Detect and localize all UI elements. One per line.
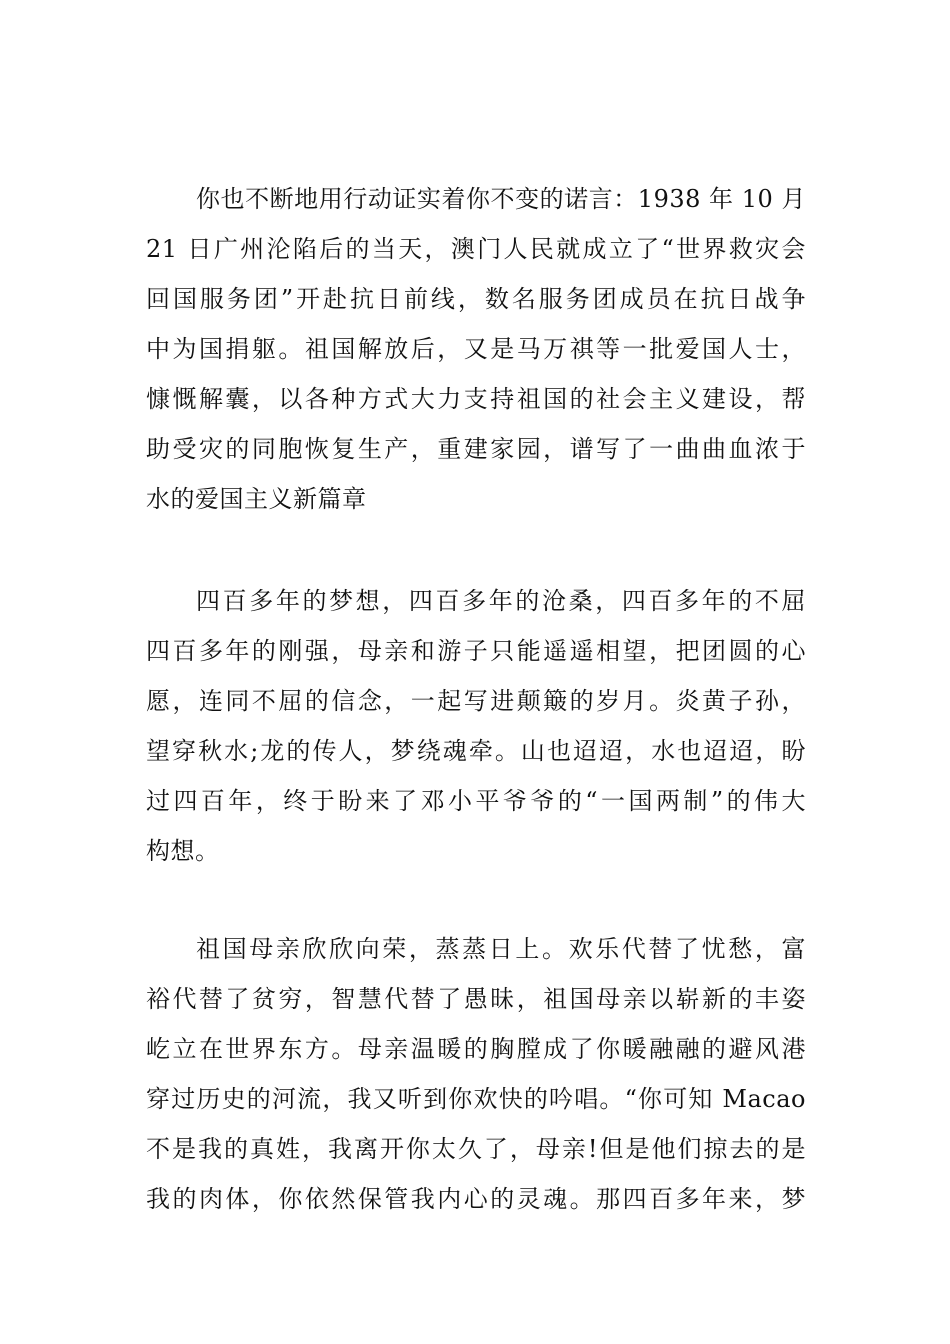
paragraph-line: 裕代替了贫穷，智慧代替了愚昧，祖国母亲以崭新的丰姿 [146, 985, 806, 1013]
paragraph-1 [146, 174, 806, 524]
paragraph-line: 水的爱国主义新篇章 [146, 485, 367, 513]
paragraph-line: 穿过历史的河流，我又听到你欢快的吟唱。“你可知 Macao [146, 1085, 806, 1113]
paragraph-line: 望穿秋水;龙的传人，梦绕魂牵。山也迢迢，水也迢迢，盼 [146, 737, 806, 765]
paragraph-line: 不是我的真姓，我离开你太久了，母亲!但是他们掠去的是 [146, 1135, 806, 1163]
paragraph-line: 你也不断地用行动证实着你不变的诺言：1938 年 10 月 [196, 185, 806, 213]
paragraph-line: 助受灾的同胞恢复生产，重建家园，谱写了一曲曲血浓于 [146, 435, 806, 463]
paragraph-line: 慷慨解囊，以各种方式大力支持祖国的社会主义建设，帮 [146, 385, 806, 413]
paragraph-line: 愿，连同不屈的信念，一起写进颠簸的岁月。炎黄子孙， [146, 687, 806, 715]
paragraph-line: 我的肉体，你依然保管我内心的灵魂。那四百多年来，梦 [146, 1185, 806, 1213]
paragraph-line: 屹立在世界东方。母亲温暖的胸膛成了你暖融融的避风港 [146, 1035, 806, 1063]
paragraph-line: 构想。 [146, 837, 220, 865]
paragraph-line: 中为国捐躯。祖国解放后，又是马万祺等一批爱国人士， [146, 335, 806, 363]
paragraph-3 [146, 924, 806, 1224]
paragraph-line: 回国服务团”开赴抗日前线，数名服务团成员在抗日战争 [146, 285, 806, 313]
paragraph-line: 四百多年的刚强，母亲和游子只能遥遥相望，把团圆的心 [146, 637, 806, 665]
paragraph-2 [146, 576, 806, 876]
paragraph-line: 四百多年的梦想，四百多年的沧桑，四百多年的不屈 [196, 587, 806, 615]
paragraph-line: 21 日广州沦陷后的当天，澳门人民就成立了“世界救灾会 [146, 235, 806, 263]
paragraph-line: 过四百年，终于盼来了邓小平爷爷的“一国两制”的伟大 [146, 787, 806, 815]
paragraph-line: 祖国母亲欣欣向荣，蒸蒸日上。欢乐代替了忧愁，富 [196, 935, 806, 963]
